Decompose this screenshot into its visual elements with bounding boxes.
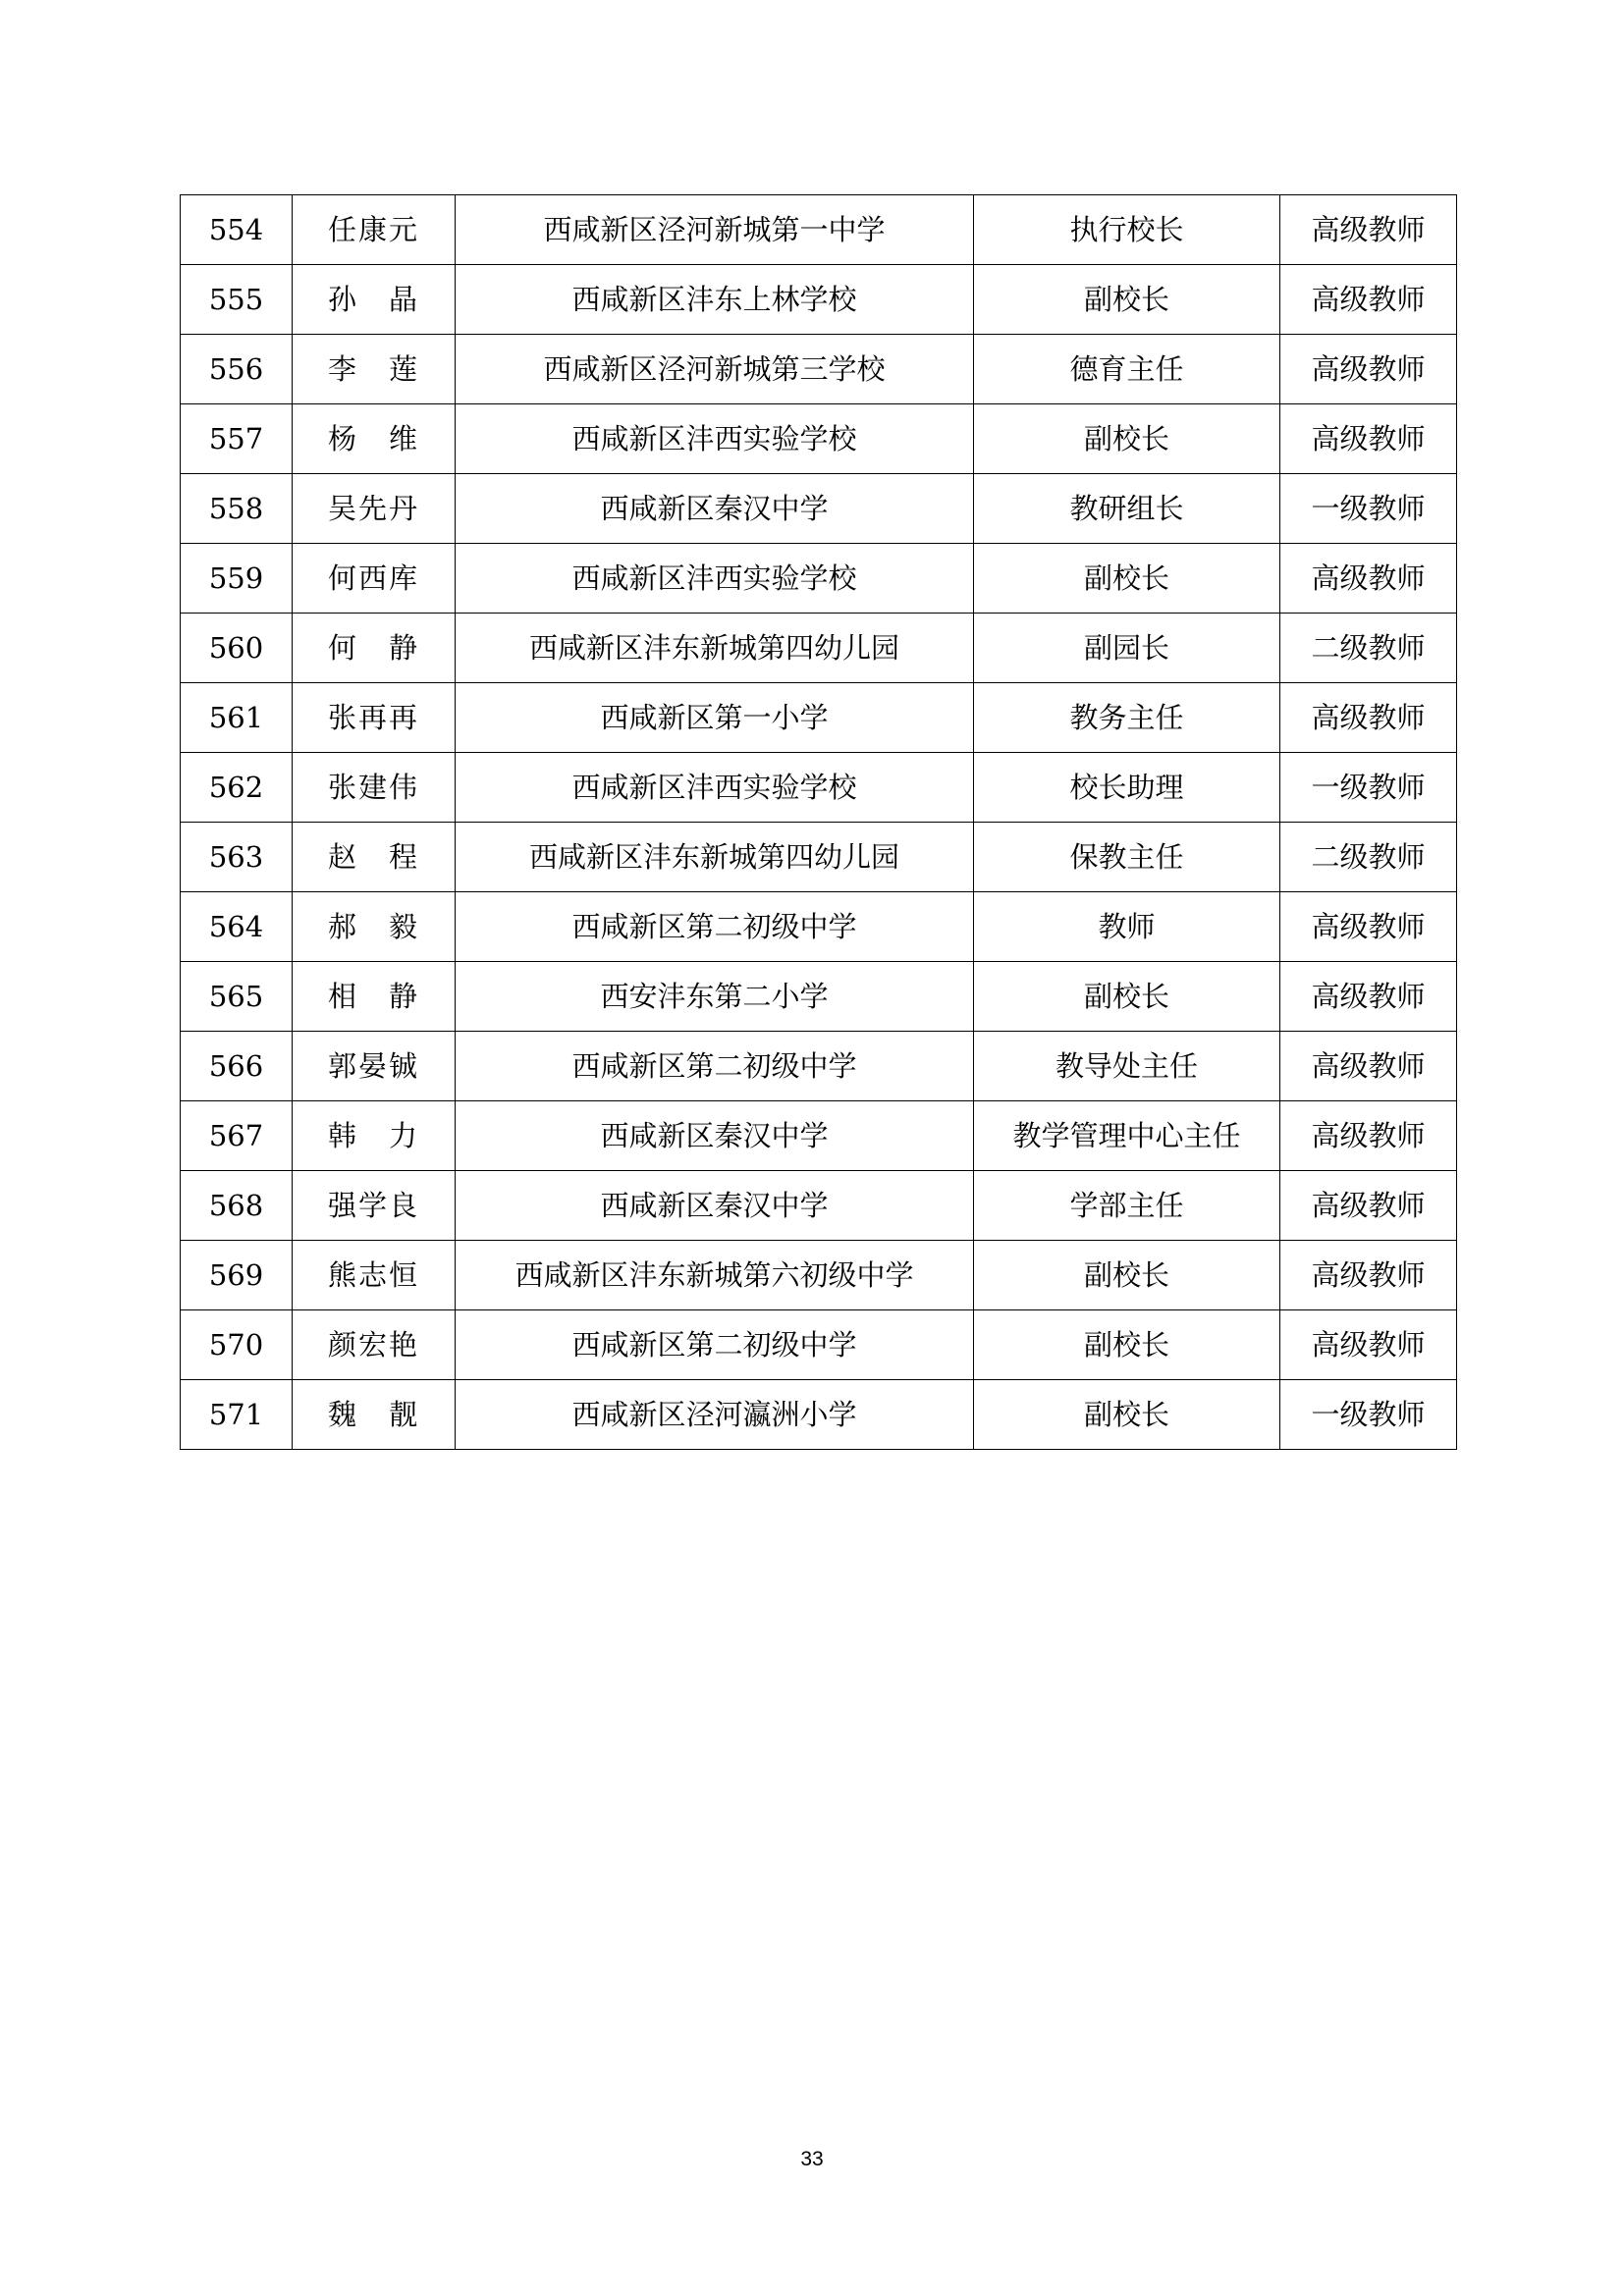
roster-table bbox=[180, 194, 1457, 1450]
roster-table-body bbox=[181, 195, 1457, 1450]
name-cell: 张再再 bbox=[293, 683, 456, 753]
school-cell: 西咸新区沣西实验学校 bbox=[456, 544, 974, 614]
name-cell: 何西库 bbox=[293, 544, 456, 614]
position-cell: 副校长 bbox=[974, 544, 1280, 614]
teacher-title-cell: 高级教师 bbox=[1280, 683, 1457, 753]
teacher-title-cell: 高级教师 bbox=[1280, 892, 1457, 962]
school-cell: 西咸新区秦汉中学 bbox=[456, 474, 974, 544]
position-cell: 教务主任 bbox=[974, 683, 1280, 753]
school-cell: 西咸新区泾河新城第三学校 bbox=[456, 335, 974, 404]
position-cell: 执行校长 bbox=[974, 195, 1280, 265]
row-number-cell: 570 bbox=[181, 1310, 293, 1380]
row-number-cell: 554 bbox=[181, 195, 293, 265]
position-cell: 教师 bbox=[974, 892, 1280, 962]
name-cell: 张建伟 bbox=[293, 753, 456, 823]
teacher-title-cell: 高级教师 bbox=[1280, 1310, 1457, 1380]
teacher-title-cell: 高级教师 bbox=[1280, 1241, 1457, 1310]
name-cell: 杨 维 bbox=[293, 404, 456, 474]
teacher-title-cell: 高级教师 bbox=[1280, 1101, 1457, 1171]
table-row bbox=[181, 1241, 1457, 1310]
school-cell: 西咸新区第二初级中学 bbox=[456, 892, 974, 962]
position-cell: 副校长 bbox=[974, 1380, 1280, 1450]
school-cell: 西咸新区沣西实验学校 bbox=[456, 404, 974, 474]
table-row bbox=[181, 823, 1457, 892]
teacher-title-cell: 高级教师 bbox=[1280, 195, 1457, 265]
teacher-title-cell: 高级教师 bbox=[1280, 1171, 1457, 1241]
row-number-cell: 562 bbox=[181, 753, 293, 823]
teacher-title-cell: 二级教师 bbox=[1280, 823, 1457, 892]
teacher-title-cell: 高级教师 bbox=[1280, 404, 1457, 474]
school-cell: 西咸新区秦汉中学 bbox=[456, 1171, 974, 1241]
school-cell: 西咸新区沣东新城第四幼儿园 bbox=[456, 614, 974, 683]
table-row bbox=[181, 1171, 1457, 1241]
position-cell: 副校长 bbox=[974, 962, 1280, 1032]
row-number-cell: 568 bbox=[181, 1171, 293, 1241]
teacher-title-cell: 高级教师 bbox=[1280, 544, 1457, 614]
name-cell: 孙 晶 bbox=[293, 265, 456, 335]
table-row bbox=[181, 683, 1457, 753]
school-cell: 西咸新区第二初级中学 bbox=[456, 1032, 974, 1101]
teacher-title-cell: 二级教师 bbox=[1280, 614, 1457, 683]
school-cell: 西咸新区沣东新城第四幼儿园 bbox=[456, 823, 974, 892]
name-cell: 郝 毅 bbox=[293, 892, 456, 962]
table-row bbox=[181, 892, 1457, 962]
name-cell: 郭晏铖 bbox=[293, 1032, 456, 1101]
table-row bbox=[181, 962, 1457, 1032]
name-cell: 强学良 bbox=[293, 1171, 456, 1241]
school-cell: 西咸新区第一小学 bbox=[456, 683, 974, 753]
teacher-title-cell: 一级教师 bbox=[1280, 1380, 1457, 1450]
name-cell: 韩 力 bbox=[293, 1101, 456, 1171]
row-number-cell: 559 bbox=[181, 544, 293, 614]
table-row bbox=[181, 614, 1457, 683]
table-row bbox=[181, 1380, 1457, 1450]
table-row bbox=[181, 195, 1457, 265]
teacher-title-cell: 一级教师 bbox=[1280, 474, 1457, 544]
table-row bbox=[181, 1101, 1457, 1171]
teacher-title-cell: 高级教师 bbox=[1280, 1032, 1457, 1101]
row-number-cell: 560 bbox=[181, 614, 293, 683]
position-cell: 副校长 bbox=[974, 1310, 1280, 1380]
name-cell: 李 莲 bbox=[293, 335, 456, 404]
row-number-cell: 555 bbox=[181, 265, 293, 335]
position-cell: 保教主任 bbox=[974, 823, 1280, 892]
name-cell: 何 静 bbox=[293, 614, 456, 683]
row-number-cell: 558 bbox=[181, 474, 293, 544]
school-cell: 西咸新区沣东上林学校 bbox=[456, 265, 974, 335]
name-cell: 熊志恒 bbox=[293, 1241, 456, 1310]
school-cell: 西咸新区沣东新城第六初级中学 bbox=[456, 1241, 974, 1310]
name-cell: 颜宏艳 bbox=[293, 1310, 456, 1380]
position-cell: 副校长 bbox=[974, 404, 1280, 474]
page-number: 33 bbox=[800, 2148, 824, 2170]
teacher-title-cell: 高级教师 bbox=[1280, 335, 1457, 404]
position-cell: 校长助理 bbox=[974, 753, 1280, 823]
school-cell: 西咸新区泾河新城第一中学 bbox=[456, 195, 974, 265]
school-cell: 西咸新区沣西实验学校 bbox=[456, 753, 974, 823]
school-cell: 西安沣东第二小学 bbox=[456, 962, 974, 1032]
name-cell: 相 静 bbox=[293, 962, 456, 1032]
row-number-cell: 566 bbox=[181, 1032, 293, 1101]
position-cell: 教导处主任 bbox=[974, 1032, 1280, 1101]
school-cell: 西咸新区秦汉中学 bbox=[456, 1101, 974, 1171]
position-cell: 教研组长 bbox=[974, 474, 1280, 544]
position-cell: 副校长 bbox=[974, 265, 1280, 335]
teacher-title-cell: 一级教师 bbox=[1280, 753, 1457, 823]
position-cell: 学部主任 bbox=[974, 1171, 1280, 1241]
table-row bbox=[181, 404, 1457, 474]
table-row bbox=[181, 265, 1457, 335]
table-row bbox=[181, 544, 1457, 614]
position-cell: 教学管理中心主任 bbox=[974, 1101, 1280, 1171]
teacher-title-cell: 高级教师 bbox=[1280, 265, 1457, 335]
table-row bbox=[181, 1032, 1457, 1101]
row-number-cell: 561 bbox=[181, 683, 293, 753]
name-cell: 魏 靓 bbox=[293, 1380, 456, 1450]
table-row bbox=[181, 474, 1457, 544]
row-number-cell: 556 bbox=[181, 335, 293, 404]
row-number-cell: 557 bbox=[181, 404, 293, 474]
name-cell: 任康元 bbox=[293, 195, 456, 265]
table-row bbox=[181, 335, 1457, 404]
row-number-cell: 564 bbox=[181, 892, 293, 962]
name-cell: 赵 程 bbox=[293, 823, 456, 892]
school-cell: 西咸新区泾河瀛洲小学 bbox=[456, 1380, 974, 1450]
table-row bbox=[181, 1310, 1457, 1380]
table-row bbox=[181, 753, 1457, 823]
position-cell: 副校长 bbox=[974, 1241, 1280, 1310]
teacher-title-cell: 高级教师 bbox=[1280, 962, 1457, 1032]
row-number-cell: 567 bbox=[181, 1101, 293, 1171]
position-cell: 德育主任 bbox=[974, 335, 1280, 404]
row-number-cell: 569 bbox=[181, 1241, 293, 1310]
row-number-cell: 563 bbox=[181, 823, 293, 892]
row-number-cell: 565 bbox=[181, 962, 293, 1032]
school-cell: 西咸新区第二初级中学 bbox=[456, 1310, 974, 1380]
position-cell: 副园长 bbox=[974, 614, 1280, 683]
name-cell: 吴先丹 bbox=[293, 474, 456, 544]
row-number-cell: 571 bbox=[181, 1380, 293, 1450]
